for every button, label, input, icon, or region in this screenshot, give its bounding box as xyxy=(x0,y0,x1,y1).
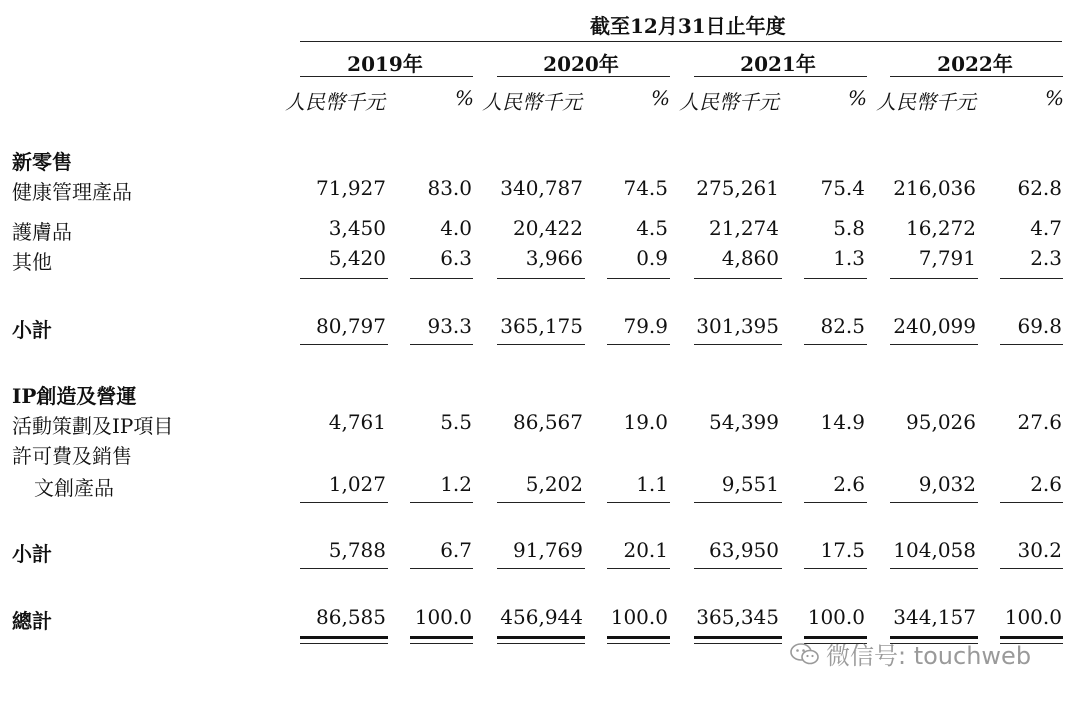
cell-other-2020-pct: 0.9 xyxy=(636,246,668,270)
rule-below-subtotal-1 xyxy=(607,344,670,345)
rule-below-subtotal-2 xyxy=(694,568,782,569)
rule-below-subtotal-1 xyxy=(497,344,585,345)
rule-below-subtotal-1 xyxy=(804,344,867,345)
cell-total-2020-pct: 100.0 xyxy=(610,605,668,629)
total-double-rule xyxy=(694,643,782,644)
cell-skincare-2022-amount: 16,272 xyxy=(906,216,976,240)
unit-label-2019: 人民幣千元 xyxy=(285,90,385,114)
cell-subtotal2-2022-pct: 30.2 xyxy=(1017,538,1062,562)
cell-subtotal1-2021-amount: 301,395 xyxy=(696,314,779,338)
rule-above-subtotal-1 xyxy=(1000,278,1063,279)
cell-subtotal1-2019-pct: 93.3 xyxy=(427,314,472,338)
cell-cultural-2022-pct: 2.6 xyxy=(1030,472,1062,496)
cell-subtotal2-2021-pct: 17.5 xyxy=(820,538,865,562)
header-rule xyxy=(300,41,1062,42)
year-rule-2020 xyxy=(497,76,670,77)
cell-health-2019-amount: 71,927 xyxy=(316,176,386,200)
cell-event-2022-pct: 27.6 xyxy=(1017,410,1062,434)
total-double-rule xyxy=(497,636,585,639)
total-double-rule xyxy=(607,643,670,644)
unit-label-2021: 人民幣千元 xyxy=(679,90,779,114)
year-header-2019: 2019年 xyxy=(347,52,423,76)
year-header-2022: 2022年 xyxy=(937,52,1013,76)
cell-health-2020-amount: 340,787 xyxy=(500,176,583,200)
cell-subtotal2-2022-amount: 104,058 xyxy=(893,538,976,562)
cell-skincare-2019-amount: 3,450 xyxy=(328,216,386,240)
cell-event-2019-pct: 5.5 xyxy=(440,410,472,434)
total-double-rule xyxy=(410,643,473,644)
cell-skincare-2021-pct: 5.8 xyxy=(833,216,865,240)
cell-health-2022-amount: 216,036 xyxy=(893,176,976,200)
cell-subtotal1-2021-pct: 82.5 xyxy=(820,314,865,338)
row-label-subtotal-retail: 小計 xyxy=(12,318,52,342)
rule-below-subtotal-2 xyxy=(890,568,978,569)
year-header-2021: 2021年 xyxy=(740,52,816,76)
cell-subtotal1-2020-pct: 79.9 xyxy=(623,314,668,338)
percent-label-2020: % xyxy=(651,86,671,110)
rule-above-subtotal-2 xyxy=(694,502,782,503)
rule-below-subtotal-2 xyxy=(497,568,585,569)
cell-cultural-2020-pct: 1.1 xyxy=(636,472,668,496)
cell-total-2022-pct: 100.0 xyxy=(1004,605,1062,629)
rule-above-subtotal-1 xyxy=(694,278,782,279)
year-rule-2019 xyxy=(300,76,473,77)
cell-cultural-2019-amount: 1,027 xyxy=(328,472,386,496)
total-double-rule xyxy=(300,636,388,639)
cell-subtotal2-2020-pct: 20.1 xyxy=(623,538,668,562)
cell-event-2019-amount: 4,761 xyxy=(328,410,386,434)
rule-above-subtotal-1 xyxy=(300,278,388,279)
cell-skincare-2022-pct: 4.7 xyxy=(1030,216,1062,240)
row-label-skincare: 護膚品 xyxy=(12,220,72,244)
rule-below-subtotal-2 xyxy=(410,568,473,569)
row-label-other: 其他 xyxy=(12,250,52,274)
percent-label-2022: % xyxy=(1045,86,1065,110)
cell-total-2019-amount: 86,585 xyxy=(316,605,386,629)
cell-subtotal2-2020-amount: 91,769 xyxy=(513,538,583,562)
rule-above-subtotal-2 xyxy=(497,502,585,503)
rule-below-subtotal-2 xyxy=(804,568,867,569)
rule-below-subtotal-1 xyxy=(1000,344,1063,345)
rule-below-subtotal-2 xyxy=(1000,568,1063,569)
row-label-grand-total: 總計 xyxy=(12,609,52,633)
row-label-cultural-products: 文創產品 xyxy=(34,476,114,500)
cell-total-2019-pct: 100.0 xyxy=(414,605,472,629)
rule-below-subtotal-2 xyxy=(300,568,388,569)
cell-other-2022-amount: 7,791 xyxy=(918,246,976,270)
rule-above-subtotal-1 xyxy=(890,278,978,279)
unit-label-2020: 人民幣千元 xyxy=(482,90,582,114)
unit-label-2022: 人民幣千元 xyxy=(876,90,976,114)
total-double-rule xyxy=(410,636,473,639)
total-double-rule xyxy=(497,643,585,644)
cell-event-2022-amount: 95,026 xyxy=(906,410,976,434)
cell-subtotal1-2022-pct: 69.8 xyxy=(1017,314,1062,338)
cell-total-2021-amount: 365,345 xyxy=(696,605,779,629)
row-label-event-planning: 活動策劃及IP項目 xyxy=(12,414,174,438)
cell-subtotal1-2020-amount: 365,175 xyxy=(500,314,583,338)
cell-health-2020-pct: 74.5 xyxy=(623,176,668,200)
row-label-licensing: 許可費及銷售 xyxy=(12,444,132,468)
rule-below-subtotal-1 xyxy=(410,344,473,345)
rule-above-subtotal-1 xyxy=(497,278,585,279)
rule-above-subtotal-1 xyxy=(804,278,867,279)
cell-skincare-2020-amount: 20,422 xyxy=(513,216,583,240)
cell-health-2019-pct: 83.0 xyxy=(427,176,472,200)
watermark-text: 微信号: touchweb xyxy=(826,642,1032,670)
rule-above-subtotal-2 xyxy=(300,502,388,503)
rule-below-subtotal-1 xyxy=(890,344,978,345)
cell-subtotal2-2021-amount: 63,950 xyxy=(709,538,779,562)
rule-below-subtotal-1 xyxy=(300,344,388,345)
cell-cultural-2022-amount: 9,032 xyxy=(918,472,976,496)
wechat-icon xyxy=(790,642,820,666)
cell-event-2021-amount: 54,399 xyxy=(709,410,779,434)
section-new-retail: 新零售 xyxy=(12,150,72,174)
cell-subtotal2-2019-pct: 6.7 xyxy=(440,538,472,562)
percent-label-2019: % xyxy=(455,86,475,110)
total-double-rule xyxy=(694,636,782,639)
row-label-subtotal-ip: 小計 xyxy=(12,542,52,566)
cell-total-2021-pct: 100.0 xyxy=(807,605,865,629)
rule-above-subtotal-2 xyxy=(1000,502,1063,503)
cell-total-2020-amount: 456,944 xyxy=(500,605,583,629)
cell-health-2022-pct: 62.8 xyxy=(1017,176,1062,200)
year-rule-2022 xyxy=(890,76,1063,77)
cell-other-2022-pct: 2.3 xyxy=(1030,246,1062,270)
cell-event-2020-amount: 86,567 xyxy=(513,410,583,434)
rule-above-subtotal-2 xyxy=(890,502,978,503)
cell-subtotal1-2022-amount: 240,099 xyxy=(893,314,976,338)
cell-health-2021-pct: 75.4 xyxy=(820,176,865,200)
year-rule-2021 xyxy=(694,76,867,77)
cell-cultural-2021-amount: 9,551 xyxy=(721,472,779,496)
total-double-rule xyxy=(300,643,388,644)
cell-other-2019-pct: 6.3 xyxy=(440,246,472,270)
period-title: 截至12月31日止年度 xyxy=(590,14,786,38)
cell-event-2021-pct: 14.9 xyxy=(820,410,865,434)
rule-above-subtotal-1 xyxy=(410,278,473,279)
cell-subtotal1-2019-amount: 80,797 xyxy=(316,314,386,338)
wechat-watermark xyxy=(790,636,1031,671)
cell-cultural-2021-pct: 2.6 xyxy=(833,472,865,496)
cell-other-2021-amount: 4,860 xyxy=(721,246,779,270)
year-header-2020: 2020年 xyxy=(543,52,619,76)
cell-event-2020-pct: 19.0 xyxy=(623,410,668,434)
rule-above-subtotal-1 xyxy=(607,278,670,279)
cell-cultural-2020-amount: 5,202 xyxy=(525,472,583,496)
cell-skincare-2021-amount: 21,274 xyxy=(709,216,779,240)
cell-other-2020-amount: 3,966 xyxy=(525,246,583,270)
percent-label-2021: % xyxy=(848,86,868,110)
cell-other-2019-amount: 5,420 xyxy=(328,246,386,270)
row-label-health-products: 健康管理產品 xyxy=(12,180,132,204)
rule-above-subtotal-2 xyxy=(607,502,670,503)
rule-below-subtotal-2 xyxy=(607,568,670,569)
cell-total-2022-amount: 344,157 xyxy=(893,605,976,629)
rule-above-subtotal-2 xyxy=(410,502,473,503)
rule-above-subtotal-2 xyxy=(804,502,867,503)
cell-cultural-2019-pct: 1.2 xyxy=(440,472,472,496)
cell-health-2021-amount: 275,261 xyxy=(696,176,779,200)
cell-subtotal2-2019-amount: 5,788 xyxy=(328,538,386,562)
total-double-rule xyxy=(607,636,670,639)
cell-skincare-2019-pct: 4.0 xyxy=(440,216,472,240)
rule-below-subtotal-1 xyxy=(694,344,782,345)
section-ip-creation: IP創造及營運 xyxy=(12,384,137,408)
cell-other-2021-pct: 1.3 xyxy=(833,246,865,270)
cell-skincare-2020-pct: 4.5 xyxy=(636,216,668,240)
